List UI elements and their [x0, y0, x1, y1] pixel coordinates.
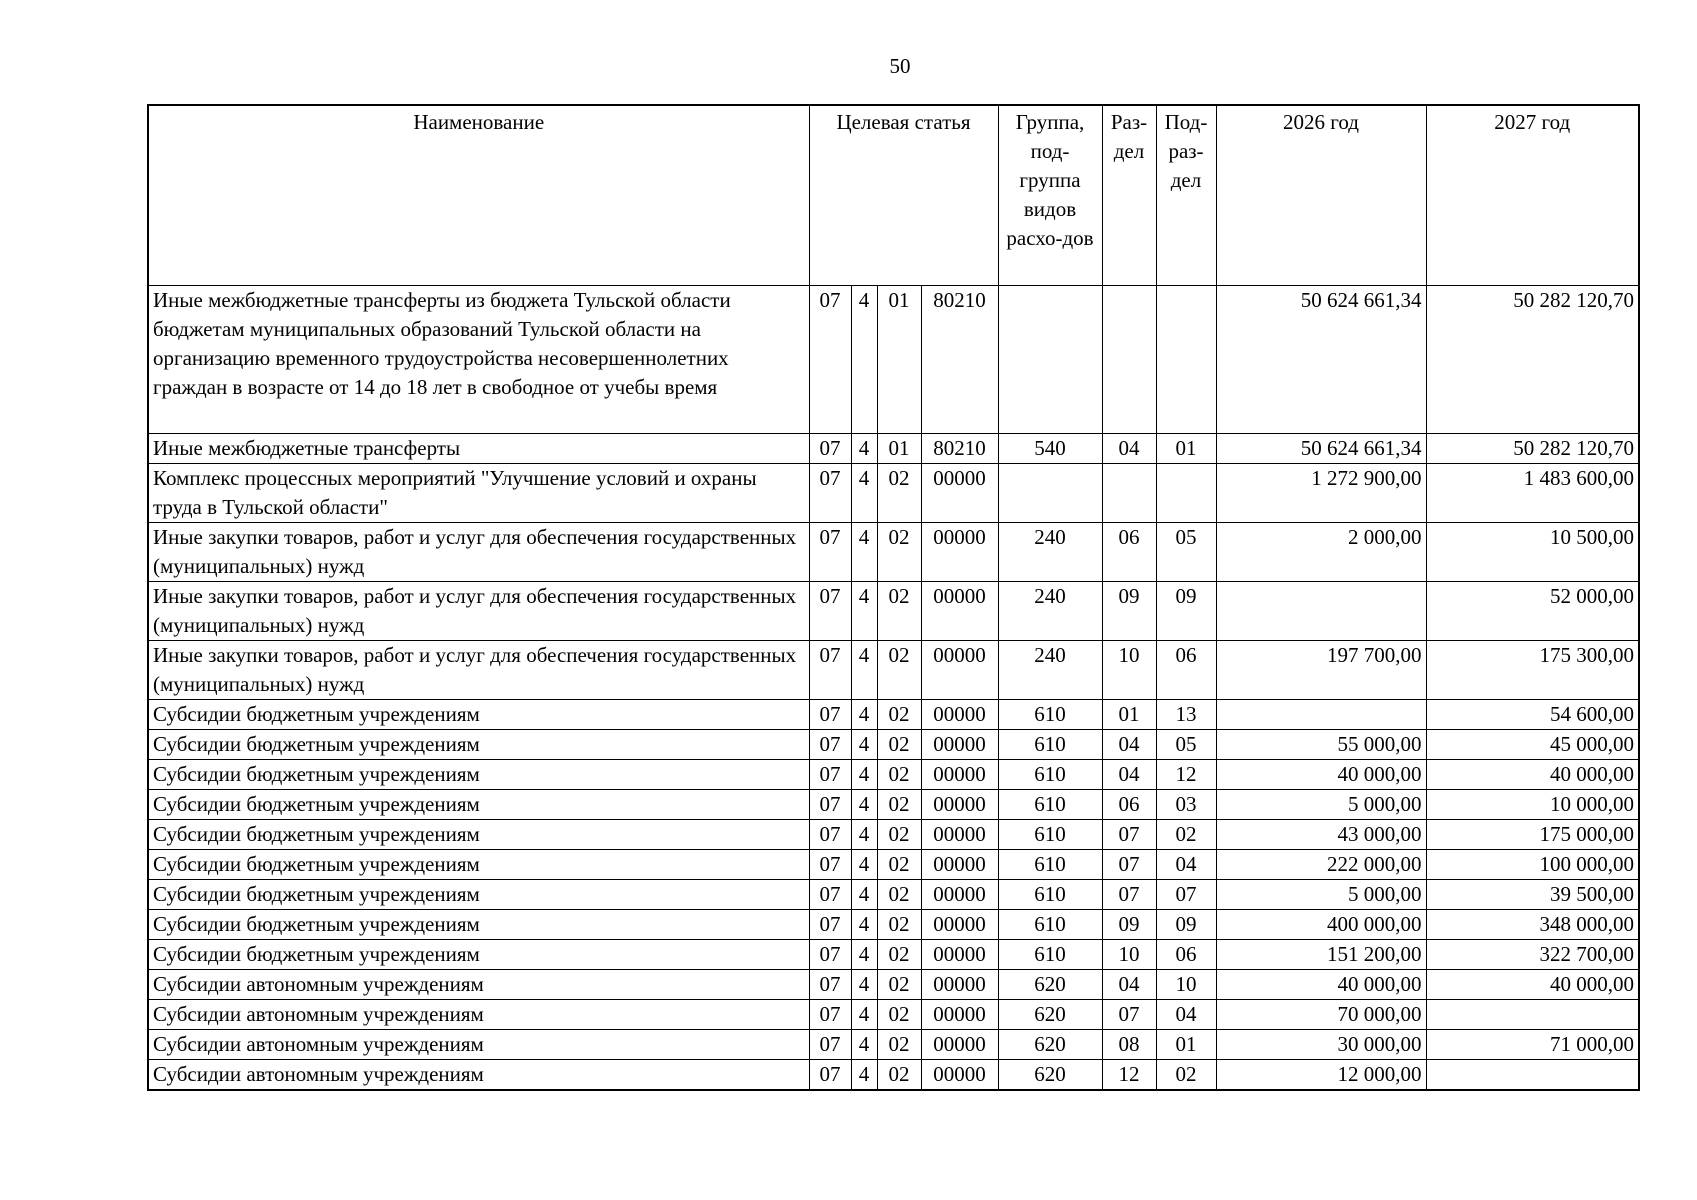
row-name: Комплекс процессных мероприятий "Улучшение условий и охраны труда в Тульской области" — [148, 463, 809, 522]
row-name: Иные межбюджетные трансферты — [148, 433, 809, 463]
table-row — [148, 1029, 1639, 1059]
code-part-1: 07 — [809, 1029, 851, 1059]
code-part-1: 07 — [809, 849, 851, 879]
code-part-3: 02 — [877, 849, 921, 879]
header-name: Наименование — [148, 105, 809, 285]
table-body — [148, 285, 1639, 1090]
row-name: Субсидии бюджетным учреждениям — [148, 789, 809, 819]
code-part-3: 02 — [877, 909, 921, 939]
code-part-1: 07 — [809, 581, 851, 640]
header-subsection: Под-раз-дел — [1156, 105, 1216, 285]
code-part-2: 4 — [851, 879, 877, 909]
expense-group: 610 — [998, 819, 1102, 849]
expense-group: 540 — [998, 433, 1102, 463]
amount-2026 — [1216, 581, 1426, 640]
code-part-1: 07 — [809, 909, 851, 939]
amount-2027: 10 000,00 — [1426, 789, 1639, 819]
code-part-2: 4 — [851, 1059, 877, 1090]
code-part-4: 00000 — [921, 999, 998, 1029]
amount-2027: 39 500,00 — [1426, 879, 1639, 909]
section — [1102, 463, 1156, 522]
code-part-4: 00000 — [921, 939, 998, 969]
table-row — [148, 1059, 1639, 1090]
amount-2027: 175 000,00 — [1426, 819, 1639, 849]
subsection: 07 — [1156, 879, 1216, 909]
amount-2027 — [1426, 1059, 1639, 1090]
section: 04 — [1102, 729, 1156, 759]
code-part-3: 02 — [877, 939, 921, 969]
code-part-1: 07 — [809, 433, 851, 463]
expense-group — [998, 285, 1102, 433]
code-part-3: 01 — [877, 433, 921, 463]
code-part-1: 07 — [809, 759, 851, 789]
code-part-3: 02 — [877, 789, 921, 819]
row-name: Субсидии автономным учреждениям — [148, 999, 809, 1029]
subsection: 06 — [1156, 640, 1216, 699]
expense-group: 240 — [998, 640, 1102, 699]
row-name: Иные закупки товаров, работ и услуг для обеспечения государственных (муниципальных) нужд — [148, 640, 809, 699]
subsection — [1156, 463, 1216, 522]
section: 04 — [1102, 433, 1156, 463]
budget-table — [147, 104, 1640, 1091]
code-part-4: 00000 — [921, 759, 998, 789]
section: 09 — [1102, 909, 1156, 939]
code-part-2: 4 — [851, 969, 877, 999]
code-part-2: 4 — [851, 699, 877, 729]
amount-2026 — [1216, 699, 1426, 729]
amount-2027: 322 700,00 — [1426, 939, 1639, 969]
code-part-3: 02 — [877, 640, 921, 699]
code-part-1: 07 — [809, 285, 851, 433]
section: 04 — [1102, 969, 1156, 999]
code-part-1: 07 — [809, 939, 851, 969]
code-part-4: 00000 — [921, 699, 998, 729]
code-part-3: 02 — [877, 819, 921, 849]
amount-2026: 40 000,00 — [1216, 759, 1426, 789]
row-name: Субсидии бюджетным учреждениям — [148, 909, 809, 939]
header-group: Группа, под-группа видов расхо-дов — [998, 105, 1102, 285]
table-row — [148, 463, 1639, 522]
amount-2026: 55 000,00 — [1216, 729, 1426, 759]
code-part-1: 07 — [809, 699, 851, 729]
code-part-1: 07 — [809, 1059, 851, 1090]
expense-group: 620 — [998, 969, 1102, 999]
code-part-2: 4 — [851, 581, 877, 640]
section: 07 — [1102, 849, 1156, 879]
code-part-4: 80210 — [921, 285, 998, 433]
code-part-3: 02 — [877, 969, 921, 999]
code-part-4: 00000 — [921, 909, 998, 939]
subsection: 10 — [1156, 969, 1216, 999]
code-part-1: 07 — [809, 879, 851, 909]
code-part-1: 07 — [809, 640, 851, 699]
subsection: 09 — [1156, 581, 1216, 640]
table-row — [148, 999, 1639, 1029]
amount-2027: 45 000,00 — [1426, 729, 1639, 759]
code-part-4: 00000 — [921, 640, 998, 699]
table-row — [148, 640, 1639, 699]
code-part-2: 4 — [851, 729, 877, 759]
code-part-4: 00000 — [921, 849, 998, 879]
amount-2027: 100 000,00 — [1426, 849, 1639, 879]
table-row — [148, 729, 1639, 759]
amount-2027: 50 282 120,70 — [1426, 433, 1639, 463]
row-name: Иные закупки товаров, работ и услуг для обеспечения государственных (муниципальных) нужд — [148, 581, 809, 640]
header-year-2026: 2026 год — [1216, 105, 1426, 285]
amount-2027 — [1426, 999, 1639, 1029]
expense-group: 610 — [998, 939, 1102, 969]
amount-2026: 2 000,00 — [1216, 522, 1426, 581]
amount-2026: 30 000,00 — [1216, 1029, 1426, 1059]
expense-group: 610 — [998, 699, 1102, 729]
header-section: Раз-дел — [1102, 105, 1156, 285]
code-part-3: 02 — [877, 463, 921, 522]
row-name: Субсидии автономным учреждениям — [148, 1059, 809, 1090]
section: 01 — [1102, 699, 1156, 729]
expense-group: 610 — [998, 849, 1102, 879]
code-part-4: 00000 — [921, 581, 998, 640]
subsection: 09 — [1156, 909, 1216, 939]
section: 10 — [1102, 640, 1156, 699]
code-part-1: 07 — [809, 463, 851, 522]
code-part-2: 4 — [851, 819, 877, 849]
amount-2026: 50 624 661,34 — [1216, 285, 1426, 433]
code-part-1: 07 — [809, 522, 851, 581]
subsection: 02 — [1156, 1059, 1216, 1090]
code-part-3: 02 — [877, 1059, 921, 1090]
expense-group: 240 — [998, 522, 1102, 581]
amount-2026: 50 624 661,34 — [1216, 433, 1426, 463]
table-row — [148, 969, 1639, 999]
table-row — [148, 581, 1639, 640]
table-row — [148, 699, 1639, 729]
section: 07 — [1102, 879, 1156, 909]
amount-2026: 40 000,00 — [1216, 969, 1426, 999]
code-part-4: 00000 — [921, 789, 998, 819]
code-part-1: 07 — [809, 789, 851, 819]
table-row — [148, 849, 1639, 879]
row-name: Субсидии автономным учреждениям — [148, 1029, 809, 1059]
subsection: 06 — [1156, 939, 1216, 969]
expense-group: 610 — [998, 729, 1102, 759]
table-row — [148, 939, 1639, 969]
code-part-3: 01 — [877, 285, 921, 433]
amount-2026: 197 700,00 — [1216, 640, 1426, 699]
amount-2026: 222 000,00 — [1216, 849, 1426, 879]
code-part-4: 00000 — [921, 969, 998, 999]
amount-2026: 12 000,00 — [1216, 1059, 1426, 1090]
code-part-4: 00000 — [921, 522, 998, 581]
code-part-3: 02 — [877, 999, 921, 1029]
code-part-4: 00000 — [921, 1059, 998, 1090]
row-name: Иные межбюджетные трансферты из бюджета Тульской области бюджетам муниципальных образований Тульской области на организацию временного трудоустройства несовершеннолетних граждан в возрасте от 14 до 18 лет в свободное от учебы время — [148, 285, 809, 433]
subsection: 01 — [1156, 1029, 1216, 1059]
amount-2027: 52 000,00 — [1426, 581, 1639, 640]
subsection: 05 — [1156, 522, 1216, 581]
section: 07 — [1102, 819, 1156, 849]
section: 07 — [1102, 999, 1156, 1029]
code-part-1: 07 — [809, 999, 851, 1029]
amount-2027: 40 000,00 — [1426, 759, 1639, 789]
row-name: Субсидии бюджетным учреждениям — [148, 819, 809, 849]
header-year-2027: 2027 год — [1426, 105, 1639, 285]
expense-group — [998, 463, 1102, 522]
amount-2026: 400 000,00 — [1216, 909, 1426, 939]
row-name: Субсидии бюджетным учреждениям — [148, 699, 809, 729]
expense-group: 610 — [998, 909, 1102, 939]
section — [1102, 285, 1156, 433]
row-name: Субсидии бюджетным учреждениям — [148, 849, 809, 879]
section: 10 — [1102, 939, 1156, 969]
expense-group: 240 — [998, 581, 1102, 640]
amount-2026: 151 200,00 — [1216, 939, 1426, 969]
code-part-1: 07 — [809, 969, 851, 999]
expense-group: 620 — [998, 1059, 1102, 1090]
code-part-4: 00000 — [921, 729, 998, 759]
row-name: Субсидии бюджетным учреждениям — [148, 729, 809, 759]
code-part-4: 00000 — [921, 1029, 998, 1059]
amount-2027: 348 000,00 — [1426, 909, 1639, 939]
code-part-3: 02 — [877, 522, 921, 581]
code-part-2: 4 — [851, 640, 877, 699]
subsection: 03 — [1156, 789, 1216, 819]
row-name: Субсидии автономным учреждениям — [148, 969, 809, 999]
code-part-2: 4 — [851, 463, 877, 522]
code-part-4: 00000 — [921, 463, 998, 522]
subsection: 05 — [1156, 729, 1216, 759]
expense-group: 610 — [998, 879, 1102, 909]
code-part-3: 02 — [877, 759, 921, 789]
code-part-3: 02 — [877, 581, 921, 640]
subsection: 02 — [1156, 819, 1216, 849]
code-part-4: 00000 — [921, 819, 998, 849]
row-name: Субсидии бюджетным учреждениям — [148, 759, 809, 789]
amount-2026: 43 000,00 — [1216, 819, 1426, 849]
code-part-2: 4 — [851, 759, 877, 789]
code-part-2: 4 — [851, 522, 877, 581]
subsection: 12 — [1156, 759, 1216, 789]
amount-2026: 70 000,00 — [1216, 999, 1426, 1029]
row-name: Иные закупки товаров, работ и услуг для обеспечения государственных (муниципальных) нужд — [148, 522, 809, 581]
table-header — [148, 105, 1639, 285]
expense-group: 620 — [998, 1029, 1102, 1059]
table-row — [148, 879, 1639, 909]
amount-2027: 71 000,00 — [1426, 1029, 1639, 1059]
amount-2027: 10 500,00 — [1426, 522, 1639, 581]
table-row — [148, 789, 1639, 819]
amount-2027: 40 000,00 — [1426, 969, 1639, 999]
table-row — [148, 522, 1639, 581]
amount-2026: 1 272 900,00 — [1216, 463, 1426, 522]
code-part-2: 4 — [851, 789, 877, 819]
header-target-article: Целевая статья — [809, 105, 998, 285]
amount-2027: 175 300,00 — [1426, 640, 1639, 699]
subsection: 04 — [1156, 999, 1216, 1029]
code-part-1: 07 — [809, 819, 851, 849]
subsection: 01 — [1156, 433, 1216, 463]
table-row — [148, 759, 1639, 789]
code-part-4: 00000 — [921, 879, 998, 909]
code-part-4: 80210 — [921, 433, 998, 463]
code-part-3: 02 — [877, 1029, 921, 1059]
amount-2027: 50 282 120,70 — [1426, 285, 1639, 433]
row-name: Субсидии бюджетным учреждениям — [148, 939, 809, 969]
page-number: 50 — [889, 54, 911, 78]
amount-2026: 5 000,00 — [1216, 789, 1426, 819]
section: 08 — [1102, 1029, 1156, 1059]
code-part-3: 02 — [877, 699, 921, 729]
code-part-2: 4 — [851, 285, 877, 433]
subsection — [1156, 285, 1216, 433]
code-part-2: 4 — [851, 909, 877, 939]
section: 06 — [1102, 789, 1156, 819]
section: 06 — [1102, 522, 1156, 581]
section: 09 — [1102, 581, 1156, 640]
subsection: 13 — [1156, 699, 1216, 729]
subsection: 04 — [1156, 849, 1216, 879]
table-row — [148, 433, 1639, 463]
expense-group: 610 — [998, 759, 1102, 789]
expense-group: 610 — [998, 789, 1102, 819]
table-row — [148, 285, 1639, 433]
code-part-2: 4 — [851, 1029, 877, 1059]
code-part-3: 02 — [877, 729, 921, 759]
section: 04 — [1102, 759, 1156, 789]
expense-group: 620 — [998, 999, 1102, 1029]
code-part-1: 07 — [809, 729, 851, 759]
table-row — [148, 819, 1639, 849]
code-part-2: 4 — [851, 849, 877, 879]
amount-2026: 5 000,00 — [1216, 879, 1426, 909]
code-part-3: 02 — [877, 879, 921, 909]
table-row — [148, 909, 1639, 939]
row-name: Субсидии бюджетным учреждениям — [148, 879, 809, 909]
code-part-2: 4 — [851, 939, 877, 969]
code-part-2: 4 — [851, 999, 877, 1029]
section: 12 — [1102, 1059, 1156, 1090]
amount-2027: 1 483 600,00 — [1426, 463, 1639, 522]
code-part-2: 4 — [851, 433, 877, 463]
amount-2027: 54 600,00 — [1426, 699, 1639, 729]
